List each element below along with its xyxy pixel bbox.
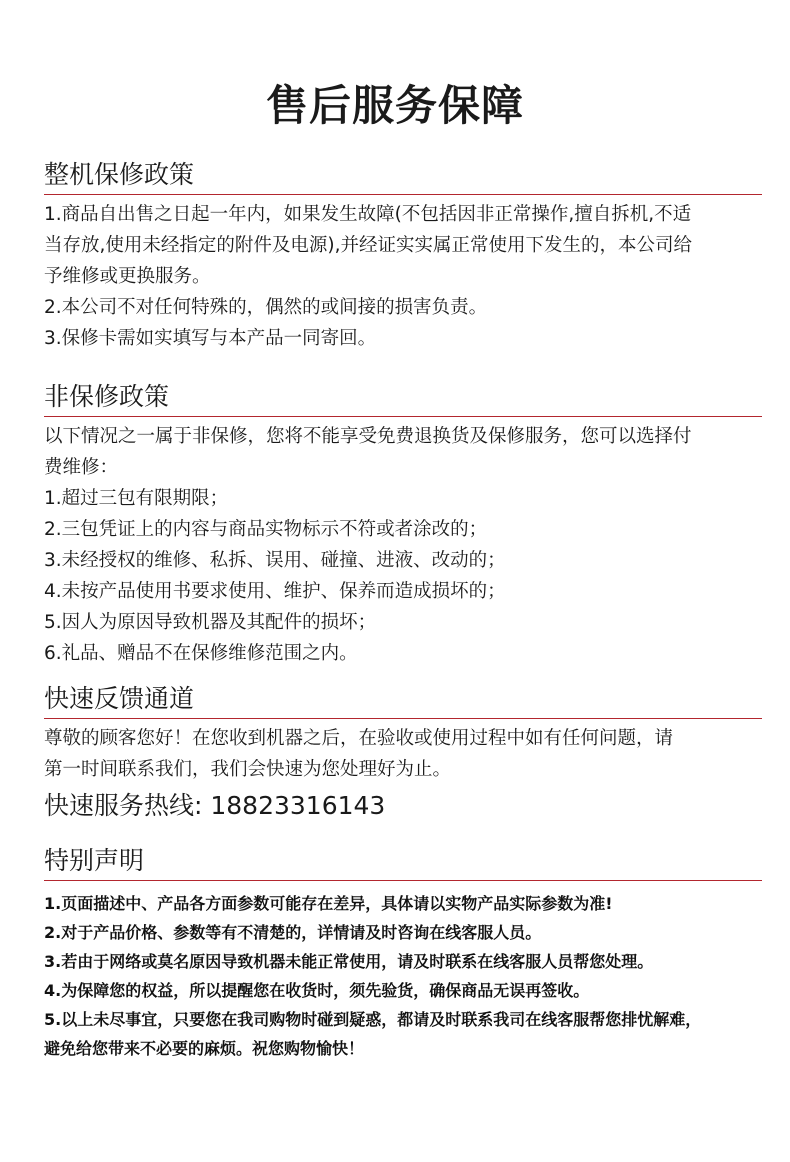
body-line: 第一时间联系我们，我们会快速为您处理好为止。 bbox=[44, 759, 452, 780]
body-line: 避免给您带来不必要的麻烦。祝您购物愉快！ bbox=[44, 1039, 365, 1058]
section-heading: 特别声明 bbox=[44, 846, 145, 875]
section-heading: 快速反馈通道 bbox=[44, 684, 195, 713]
section-body bbox=[44, 889, 762, 1063]
body-line: 1.页面描述中、产品各方面参数可能存在差异，具体请以实物产品实际参数为准! bbox=[44, 894, 613, 913]
section-special-statement bbox=[44, 844, 762, 1063]
body-line: 2.对于产品价格、参数等有不清楚的，详情请及时咨询在线客服人员。 bbox=[44, 923, 542, 942]
body-line: 1.超过三包有限期限； bbox=[44, 488, 229, 509]
body-line: 2.三包凭证上的内容与商品实物标示不符或者涂改的； bbox=[44, 519, 488, 540]
body-line: 2.本公司不对任何特殊的，偶然的或间接的损害负责。 bbox=[44, 297, 488, 318]
section-divider bbox=[44, 416, 762, 417]
section-heading: 非保修政策 bbox=[44, 382, 170, 411]
section-divider bbox=[44, 718, 762, 719]
body-line: 以下情况之一属于非保修，您将不能享受免费退换货及保修服务，您可以选择付 bbox=[44, 426, 692, 447]
section-warranty-policy bbox=[44, 158, 762, 354]
body-line: 5.因人为原因导致机器及其配件的损坏； bbox=[44, 612, 377, 633]
body-line: 6.礼品、赠品不在保修维修范围之内。 bbox=[44, 643, 358, 664]
section-heading: 整机保修政策 bbox=[44, 160, 195, 189]
body-line: 3.未经授权的维修、私拆、误用、碰撞、进液、改动的； bbox=[44, 550, 506, 571]
service-hotline: 快速服务热线: 18823316143 bbox=[44, 791, 386, 820]
section-fast-feedback bbox=[44, 682, 762, 823]
section-divider bbox=[44, 194, 762, 195]
body-line: 5.以上未尽事宜，只要您在我司购物时碰到疑惑，都请及时联系我司在线客服帮您排忧解难， bbox=[44, 1010, 702, 1029]
section-non-warranty-policy bbox=[44, 380, 762, 669]
body-line: 4.为保障您的权益，所以提醒您在收货时，须先验货，确保商品无误再签收。 bbox=[44, 981, 590, 1000]
body-line: 3.若由于网络或莫名原因导致机器未能正常使用，请及时联系在线客服人员帮您处理。 bbox=[44, 952, 654, 971]
body-line: 予维修或更换服务。 bbox=[44, 266, 211, 287]
section-divider bbox=[44, 880, 762, 881]
section-body bbox=[44, 199, 762, 354]
body-line: 尊敬的顾客您好！在您收到机器之后，在验收或使用过程中如有任何问题，请 bbox=[44, 728, 674, 749]
body-line: 费维修： bbox=[44, 457, 119, 478]
body-line: 1.商品自出售之日起一年内，如果发生故障(不包括因非正常操作,擅自拆机,不适 bbox=[44, 204, 692, 225]
section-body bbox=[44, 723, 762, 785]
body-line: 4.未按产品使用书要求使用、维护、保养而造成损坏的； bbox=[44, 581, 506, 602]
page-title: 售后服务保障 bbox=[265, 81, 524, 130]
section-body bbox=[44, 421, 762, 669]
body-line: 当存放,使用未经指定的附件及电源),并经证实实属正常使用下发生的，本公司给 bbox=[44, 235, 692, 256]
body-line: 3.保修卡需如实填写与本产品一同寄回。 bbox=[44, 328, 377, 349]
